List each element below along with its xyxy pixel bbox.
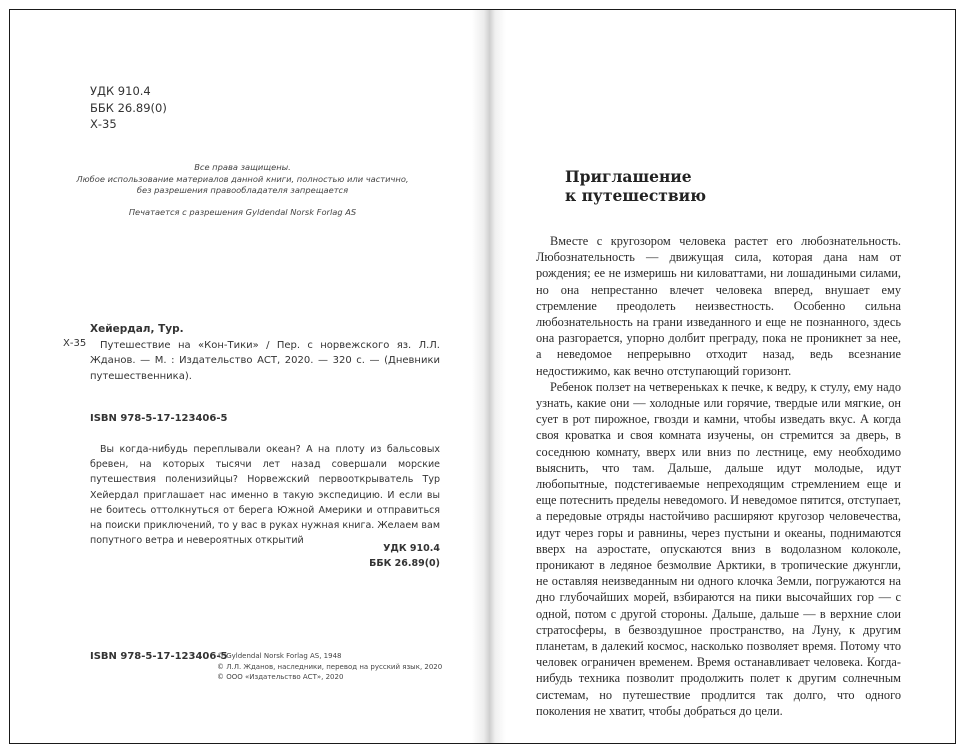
copyright-line: © ООО «Издательство АСТ», 2020 <box>217 673 344 681</box>
chapter-title-line: Приглашение <box>565 167 692 186</box>
udk-code: УДК 910.4 <box>90 84 151 98</box>
isbn-bottom: ISBN 978-5-17-123406-5 <box>90 651 228 662</box>
book-spread <box>9 9 956 744</box>
copyright-line: © Л.Л. Жданов, наследники, перевод на русский язык, 2020 <box>217 662 443 671</box>
udk-block-top <box>90 83 167 133</box>
author-code: Х-35 <box>90 117 117 131</box>
right-page <box>506 10 955 743</box>
rights-line: Все права защищены. <box>194 162 291 172</box>
bibliographic-record <box>90 322 440 384</box>
rights-notice <box>70 162 415 197</box>
chapter-title-line: к путешествию <box>565 186 707 205</box>
author-heading: Хейердал, Тур. <box>90 323 184 335</box>
isbn: ISBN 978-5-17-123406-5 <box>90 413 228 424</box>
udk-code: УДК 910.4 <box>383 543 440 554</box>
paragraph: Вместе с кругозором человека растет его любознательность. Любознательность — движущая сила, которая дана нам от рождения; ее не измеришь ни киловаттами, ни лошадиными силами, но она непрестанно влечет человека вперед, внушает ему стремление преодолеть неизвестность. Особенно сильна любознательность на грани изведанного и еще не познанного, здесь она разгорается, упорно долбит преграду, пока не проникнет за нее, а неведомое непрерывно отходит назад, ведь всезнание недостижимо, как вечно отступающий горизонт. <box>536 234 901 378</box>
udk-block-bottom <box>350 541 440 571</box>
book-description: Путешествие на «Кон-Тики» / Пер. с норвежского яз. Л.Л. Жданов. — М. : Издательство АСТ, 2020. — 320 с. — (Дневники путешественника). <box>90 339 440 382</box>
paragraph: Ребенок ползет на четвереньках к печке, к ведру, к стулу, ему надо узнать, какие они — холодные или горячие, твердые или мягкие, он сует в рот пирожное, гвозди и камни, чтобы изведать вкус. А когда своя кроватка и своя комната изучены, он стремится за дверь, в соседнюю комнату, вверх или вниз по лестнице, ему необходимо выяснить, что там. Дальше, дальше идут молодые, идут любопытные, подстегиваемые непреходящим стремлением еще и еще потеснить пределы неведомого. И неведомое пятится, отступает, а передовые отряды настойчиво расширяют кругозор человечества, идут через горы и равнины, через пустыни и океаны, поднимаются вверх на аэростате, опускаются вниз в водолазном колоколе, проникают в ледяное безмолвие Арктики, в тропические джунгли, не оставляя неизведанным ни одного клочка Земли, погружаются на дно глубочайших морей, взбираются на пики высочайших гор — с одной, потом с другой стороны. Дальше, дальше — в верхние слои стратосферы, в безвоздушное пространство, на Луну, к другим планетам, в далекий космос, насколько позволяет время. Потому что человек ограничен временем. Время останавливает человека. Когда-нибудь техника позволит продолжить полет к другим солнечным системам, но путешествие продлится так долго, что одного поколения не хватит, чтобы добраться до цели. <box>536 379 901 718</box>
permission-notice: Печатается с разрешения Gyldendal Norsk Forlag AS <box>128 207 357 217</box>
rights-line: Любое использование материалов данной книги, полностью или частично, <box>76 173 409 184</box>
book-spine <box>472 10 506 743</box>
left-page <box>10 10 472 743</box>
chapter-title <box>565 167 706 205</box>
annotation: Вы когда-нибудь переплывали океан? А на плоту из бальсовых бревен, на которых тысячи лет назад совершали морские путешествия поленизийцы? Норвежский первооткрыватель Тур Хейердал приглашает нас именно в такую экспедицию. И если вы не боитесь оттолкнуться от берега Южной Америки и отправиться на поиски приключений, то у вас в руках нужная книга. Желаем вам попутного ветра и невероятных открытий <box>90 444 440 547</box>
rights-line: без разрешения правообладателя запрещается <box>136 185 349 195</box>
copyright-block <box>217 651 442 683</box>
catalog-code: Х-35 <box>63 338 87 349</box>
bbk-code: ББК 26.89(0) <box>90 100 167 115</box>
chapter-text <box>536 233 901 719</box>
bbk-code: ББК 26.89(0) <box>369 558 440 569</box>
copyright-line: © Gyldendal Norsk Forlag AS, 1948 <box>217 652 342 660</box>
